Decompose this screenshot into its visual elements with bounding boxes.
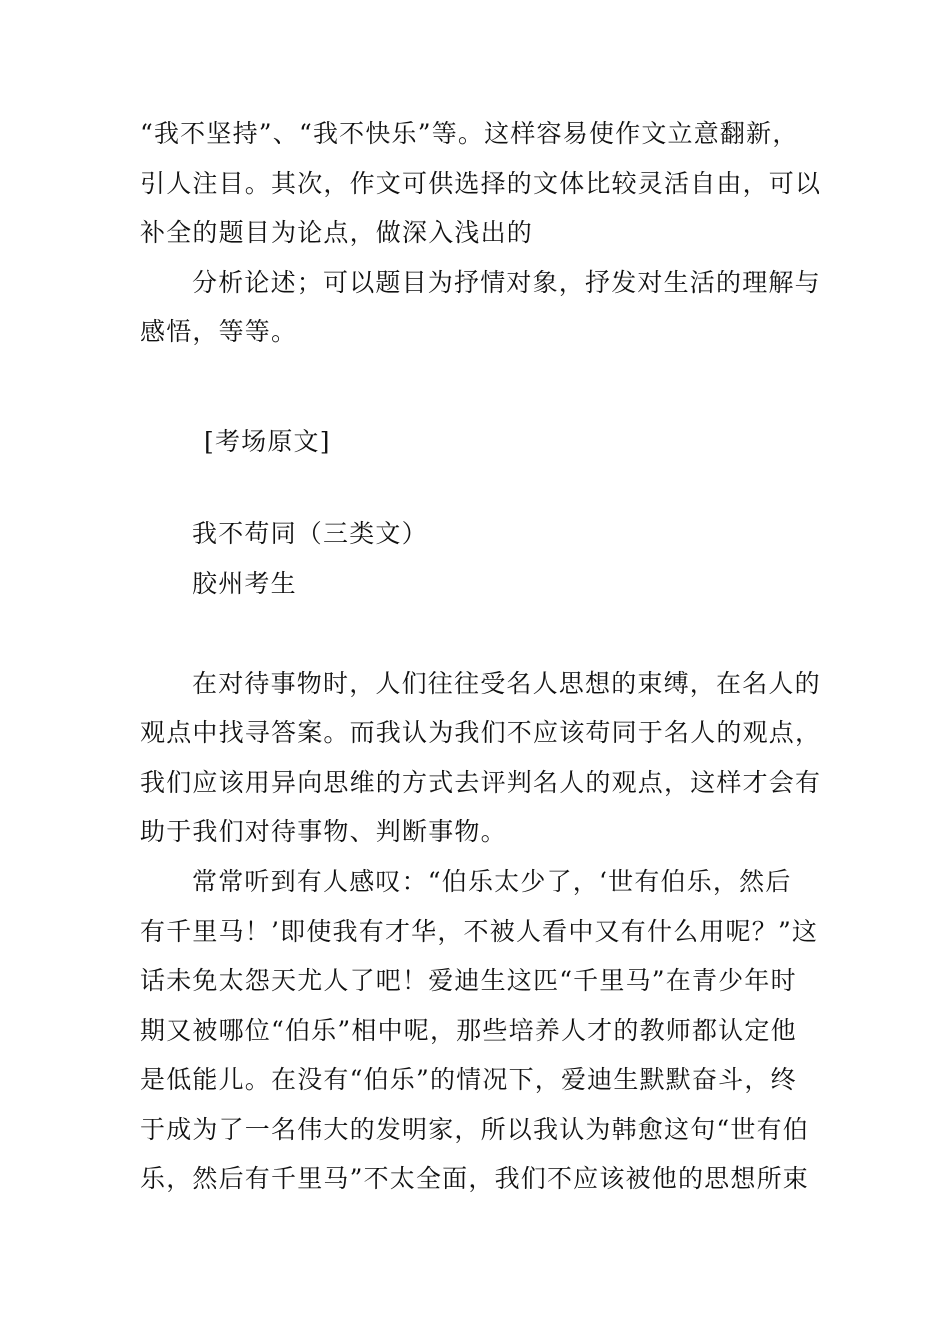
section-heading: [考场原文] bbox=[204, 427, 331, 456]
intro-para2-line-1: 分析论述；可以题目为抒情对象，抒发对生活的理解与 bbox=[192, 268, 821, 297]
intro-line-2: 引人注目。其次，作文可供选择的文体比较灵活自由，可以 bbox=[140, 169, 822, 198]
essay-author: 胶州考生 bbox=[192, 569, 297, 598]
essay-p2-line-7: 乐，然后有千里马”不太全面，我们不应该被他的思想所束 bbox=[140, 1164, 809, 1193]
essay-p1-line-3: 我们应该用异向思维的方式去评判名人的观点，这样才会有 bbox=[140, 768, 822, 797]
intro-line-3: 补全的题目为论点，做深入浅出的 bbox=[140, 218, 534, 247]
essay-p1-line-1: 在对待事物时，人们往往受名人思想的束缚，在名人的 bbox=[192, 669, 821, 698]
essay-p2-line-4: 期又被哪位“伯乐”相中呢，那些培养人才的教师都认定他 bbox=[140, 1016, 797, 1045]
essay-p1-line-2: 观点中找寻答案。而我认为我们不应该苟同于名人的观点， bbox=[140, 718, 822, 747]
essay-p2-line-3: 话未免太怨天尤人了吧！爱迪生这匹“千里马”在青少年时 bbox=[140, 966, 797, 995]
essay-p2-line-5: 是低能儿。在没有“伯乐”的情况下，爱迪生默默奋斗，终 bbox=[140, 1065, 797, 1094]
intro-para2-line-2: 感悟，等等。 bbox=[140, 317, 298, 346]
essay-title: 我不苟同（三类文） bbox=[192, 519, 428, 548]
intro-line-1: “我不坚持”、“我不快乐”等。这样容易使作文立意翻新， bbox=[140, 119, 799, 148]
essay-p2-line-2: 有千里马！’即使我有才华，不被人看中又有什么用呢？”这 bbox=[140, 917, 819, 946]
essay-p2-line-6: 于成为了一名伟大的发明家，所以我认为韩愈这句“世有伯 bbox=[140, 1115, 809, 1144]
essay-p2-line-1: 常常听到有人感叹：“伯乐太少了，‘世有伯乐，然后 bbox=[192, 867, 792, 896]
essay-p1-line-4: 助于我们对待事物、判断事物。 bbox=[140, 817, 507, 846]
